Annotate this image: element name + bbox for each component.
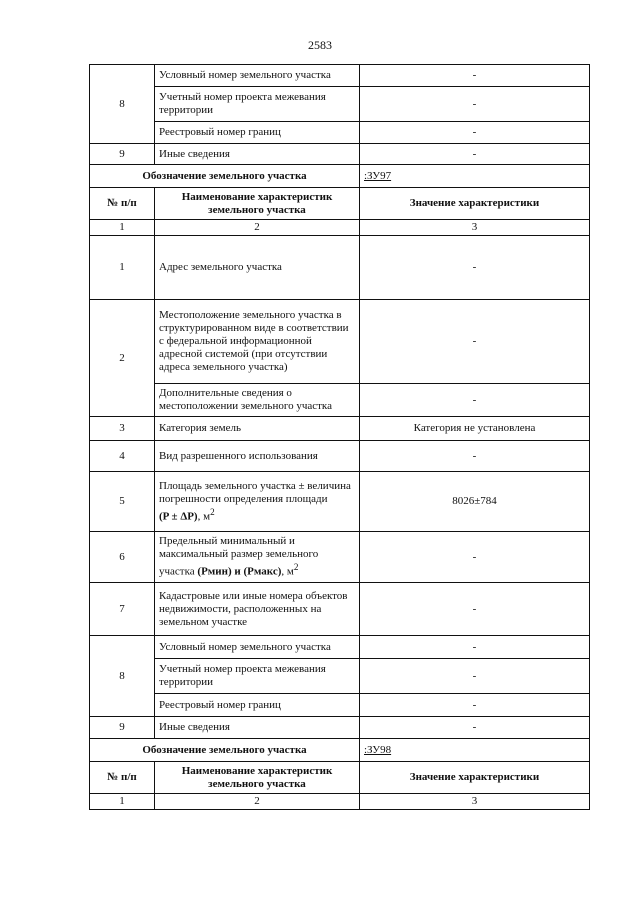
row-value: - — [360, 659, 590, 694]
row-label: Категория земель — [155, 417, 360, 441]
table-row — [90, 694, 590, 717]
table-row — [90, 417, 590, 441]
column-number: 3 — [360, 220, 590, 236]
row-label: Иные сведения — [155, 717, 360, 739]
label-unit: , м — [281, 565, 294, 578]
row-number: 3 — [90, 417, 155, 441]
row-label: Реестровый номер границ — [155, 694, 360, 717]
label-formula: (Рмин) и (Рмакс) — [197, 565, 282, 578]
designation-value — [360, 165, 590, 188]
row-value: - — [360, 65, 590, 87]
column-number-row — [90, 220, 590, 236]
label-superscript: 2 — [293, 562, 299, 573]
header-number: № п/п — [90, 188, 155, 220]
table-row — [90, 472, 590, 532]
label-superscript: 2 — [210, 506, 215, 517]
row-number: 9 — [90, 144, 155, 165]
row-label: Учетный номер проекта межевания территории — [155, 659, 360, 694]
table-row — [90, 636, 590, 659]
row-label: Иные сведения — [155, 144, 360, 165]
designation-code: :ЗУ98 — [364, 743, 392, 756]
row-value: - — [360, 636, 590, 659]
row-label: Вид разрешенного использования — [155, 441, 360, 472]
land-plot-table — [89, 64, 590, 810]
row-value: - — [360, 122, 590, 144]
label-text: Предельный минимальный и максимальный размер земельного участка — [159, 535, 319, 578]
row-label — [155, 472, 360, 532]
header-value: Значение характеристики — [360, 188, 590, 220]
row-number: 1 — [90, 236, 155, 300]
column-number: 3 — [360, 794, 590, 810]
table-row — [90, 87, 590, 122]
row-label: Реестровый номер границ — [155, 122, 360, 144]
header-number: № п/п — [90, 762, 155, 794]
designation-row — [90, 739, 590, 762]
row-number: 8 — [90, 636, 155, 717]
column-number: 1 — [90, 794, 155, 810]
designation-value — [360, 739, 590, 762]
row-number: 6 — [90, 532, 155, 583]
column-number-row — [90, 794, 590, 810]
row-label: Учетный номер проекта межевания территории — [155, 87, 360, 122]
row-label: Условный номер земельного участка — [155, 636, 360, 659]
header-name: Наименование характеристик земельного участка — [155, 762, 360, 794]
row-value: - — [360, 694, 590, 717]
table-row — [90, 144, 590, 165]
row-label: Дополнительные сведения о местоположении земельного участка — [155, 384, 360, 417]
label-formula: (P ± ΔP) — [159, 510, 198, 523]
row-label — [155, 532, 360, 583]
designation-label: Обозначение земельного участка — [90, 739, 360, 762]
table-row — [90, 441, 590, 472]
row-label: Условный номер земельного участка — [155, 65, 360, 87]
row-number: 7 — [90, 583, 155, 636]
row-label: Кадастровые или иные номера объектов недвижимости, расположенных на земельном участке — [155, 583, 360, 636]
table-row — [90, 236, 590, 300]
header-name: Наименование характеристик земельного участка — [155, 188, 360, 220]
row-value: 8026±784 — [360, 472, 590, 532]
column-number: 2 — [155, 794, 360, 810]
table-row — [90, 532, 590, 583]
header-value: Значение характеристики — [360, 762, 590, 794]
row-label: Адрес земельного участка — [155, 236, 360, 300]
row-label: Местоположение земельного участка в структурированном виде в соответствии с федеральной информационной адресной системой (при отсутствии адреса земельного участка) — [155, 300, 360, 384]
table-row — [90, 717, 590, 739]
row-value: Категория не установлена — [360, 417, 590, 441]
table-row — [90, 659, 590, 694]
row-value: - — [360, 144, 590, 165]
designation-row — [90, 165, 590, 188]
designation-label: Обозначение земельного участка — [90, 165, 360, 188]
column-number: 2 — [155, 220, 360, 236]
header-row — [90, 762, 590, 794]
table-row — [90, 65, 590, 87]
row-value: - — [360, 441, 590, 472]
page-number: 2583 — [308, 38, 332, 52]
label-text: Площадь земельного участка ± величина погрешности определения площади — [159, 479, 351, 505]
row-value: - — [360, 300, 590, 384]
column-number: 1 — [90, 220, 155, 236]
table-row — [90, 384, 590, 417]
table-row — [90, 583, 590, 636]
row-number: 5 — [90, 472, 155, 532]
row-value: - — [360, 717, 590, 739]
table-row — [90, 122, 590, 144]
row-value: - — [360, 532, 590, 583]
header-row — [90, 188, 590, 220]
row-number: 9 — [90, 717, 155, 739]
row-value: - — [360, 236, 590, 300]
row-number: 2 — [90, 300, 155, 417]
table-row — [90, 300, 590, 384]
row-number: 4 — [90, 441, 155, 472]
row-value: - — [360, 87, 590, 122]
row-number: 8 — [90, 65, 155, 144]
row-value: - — [360, 583, 590, 636]
designation-code: :ЗУ97 — [364, 169, 392, 182]
row-value: - — [360, 384, 590, 417]
label-unit: , м — [197, 510, 211, 523]
